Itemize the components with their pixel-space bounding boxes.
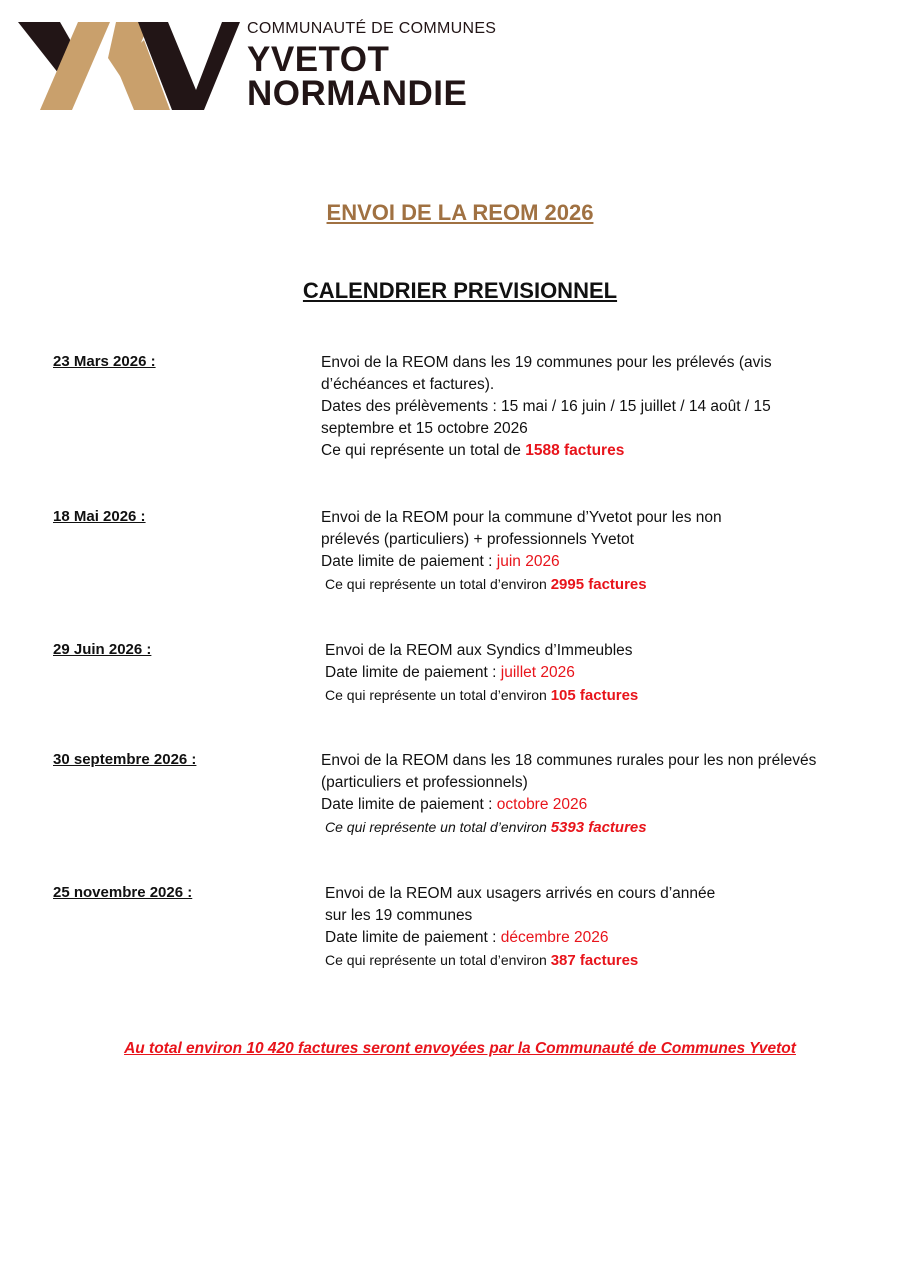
total-value: 1588 factures bbox=[525, 442, 625, 459]
entry-line: Envoi de la REOM aux Syndics d’Immeubles bbox=[325, 642, 633, 659]
entry-line: d’échéances et factures). bbox=[321, 376, 495, 393]
page-title: ENVOI DE LA REOM 2026 bbox=[326, 200, 594, 225]
entry-total: Ce qui représente un total d’environ 387 factures bbox=[325, 952, 639, 969]
entry-line: prélevés (particuliers) + professionnels Yvetot bbox=[321, 531, 634, 548]
total-value: 105 factures bbox=[550, 687, 639, 704]
entry-deadline: Date limite de paiement : décembre 2026 bbox=[325, 929, 609, 946]
entry-body bbox=[321, 750, 881, 839]
entry-date: 29 Juin 2026 : bbox=[53, 641, 152, 658]
deadline-value: juin 2026 bbox=[496, 553, 560, 570]
total-value: 5393 factures bbox=[550, 819, 647, 836]
entry-total: Ce qui représente un total d’environ 105 factures bbox=[325, 687, 639, 704]
entry-total: Ce qui représente un total d’environ 2995 factures bbox=[325, 576, 647, 593]
entry-body bbox=[325, 640, 865, 707]
entry-date: 25 novembre 2026 : bbox=[53, 884, 193, 901]
total-value: 387 factures bbox=[550, 952, 639, 969]
entry-line: Envoi de la REOM aux usagers arrivés en cours d’année bbox=[325, 885, 716, 902]
entry-date: 30 septembre 2026 : bbox=[53, 751, 197, 768]
entry-line: Dates des prélèvements : 15 mai / 16 juin / 15 juillet / 14 août / 15 bbox=[321, 398, 771, 415]
entry-deadline: Date limite de paiement : octobre 2026 bbox=[321, 796, 588, 813]
logo bbox=[18, 20, 498, 112]
total-value: 2995 factures bbox=[550, 576, 647, 593]
entry-total: Ce qui représente un total d’environ 5393 factures bbox=[325, 819, 647, 836]
entry-body bbox=[325, 883, 865, 972]
entry-body bbox=[321, 507, 861, 596]
entry-line: Envoi de la REOM dans les 19 communes pour les prélevés (avis bbox=[321, 354, 772, 371]
yn-monogram-icon bbox=[18, 22, 240, 110]
total-summary: Au total environ 10 420 factures seront envoyées par la Communauté de Communes Yvetot bbox=[124, 1040, 796, 1057]
entry-line: (particuliers et professionnels) bbox=[321, 774, 528, 791]
deadline-value: juillet 2026 bbox=[500, 664, 575, 681]
entry-line: Envoi de la REOM pour la commune d’Yvetot pour les non bbox=[321, 509, 722, 526]
entry-line: sur les 19 communes bbox=[325, 907, 473, 924]
entry-date: 23 Mars 2026 : bbox=[53, 353, 156, 370]
entry-total: Ce qui représente un total de 1588 factures bbox=[321, 442, 625, 459]
page-subtitle: CALENDRIER PREVISIONNEL bbox=[302, 278, 618, 303]
entry-deadline: Date limite de paiement : juillet 2026 bbox=[325, 664, 575, 681]
entry-line: Envoi de la REOM dans les 18 communes rurales pour les non prélevés bbox=[321, 752, 817, 769]
logo-name-line2: NORMANDIE bbox=[247, 74, 468, 113]
logo-name-line1: YVETOT bbox=[247, 40, 390, 79]
entry-date: 18 Mai 2026 : bbox=[53, 508, 146, 525]
entry-line: septembre et 15 octobre 2026 bbox=[321, 420, 528, 437]
entry-body bbox=[321, 352, 861, 462]
entry-deadline: Date limite de paiement : juin 2026 bbox=[321, 553, 560, 570]
deadline-value: octobre 2026 bbox=[496, 796, 588, 813]
deadline-value: décembre 2026 bbox=[500, 929, 609, 946]
logo-org-text: COMMUNAUTÉ DE COMMUNES bbox=[247, 20, 497, 37]
